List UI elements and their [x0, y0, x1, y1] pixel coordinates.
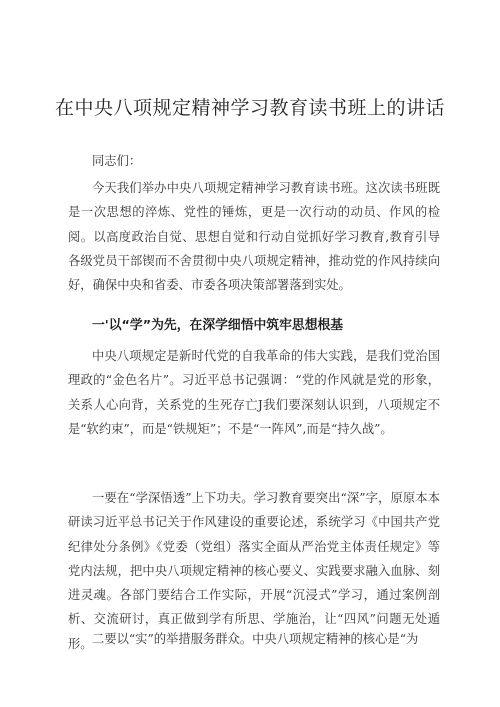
section-heading: 一'以“学”为先，在深学细悟中筑牢思想根基	[92, 318, 344, 333]
intro-paragraph: 今天我们举办中央八项规定精神学习教育读书班。这次读书班既是一次思想的淬炼、党性的锤炼，更是一次行动的动员、作风的检阅。以高度政治自觉、思想自觉和行动自觉抓好学习教育,教育引导各级党员干部锲而不舍贯彻中央八项规定精神，推动党的作风持续向好，确保中央和省委、市委各项决策部署落到实处。	[68, 181, 440, 293]
document-title: 在中央八项规定精神学习教育读书班上的讲话	[54, 97, 445, 119]
section-paragraph-3: 二要以“实”的举措服务群众。中央八项规定精神的核心是“为	[92, 632, 419, 646]
section-paragraph-1: 中央八项规定是新时代党的自我革命的伟大实践，是我们党治国理政的“金色名片”。习近平总书记强调：“党的作风就是党的形象，关系人心向背，关系党的生死存亡J我们要深刻认识到，八项规定不是“软约束”，而是“铁规矩”；不是“一阵风”,而是“持久战”。	[68, 349, 440, 436]
section-paragraph-2: 一要在“学深悟透”上下功夫。学习教育要突出“深”字，原原本本研读习近平总书记关于作风建设的重要论述，系统学习《中国共产党纪律处分条例》《党委（党组）落实全面从严治党主体责任规定》等党内法规，把中央八项规定精神的核心要义、实践要求融入血脉、刻进灵魂。各部门要结合工作实际，开展“沉浸式”学习，通过案例剖析、交流研讨，真正做到学有所思、学施治，让“四风”问题无处遁形。	[68, 491, 440, 651]
salutation: 同志们：	[92, 154, 142, 168]
